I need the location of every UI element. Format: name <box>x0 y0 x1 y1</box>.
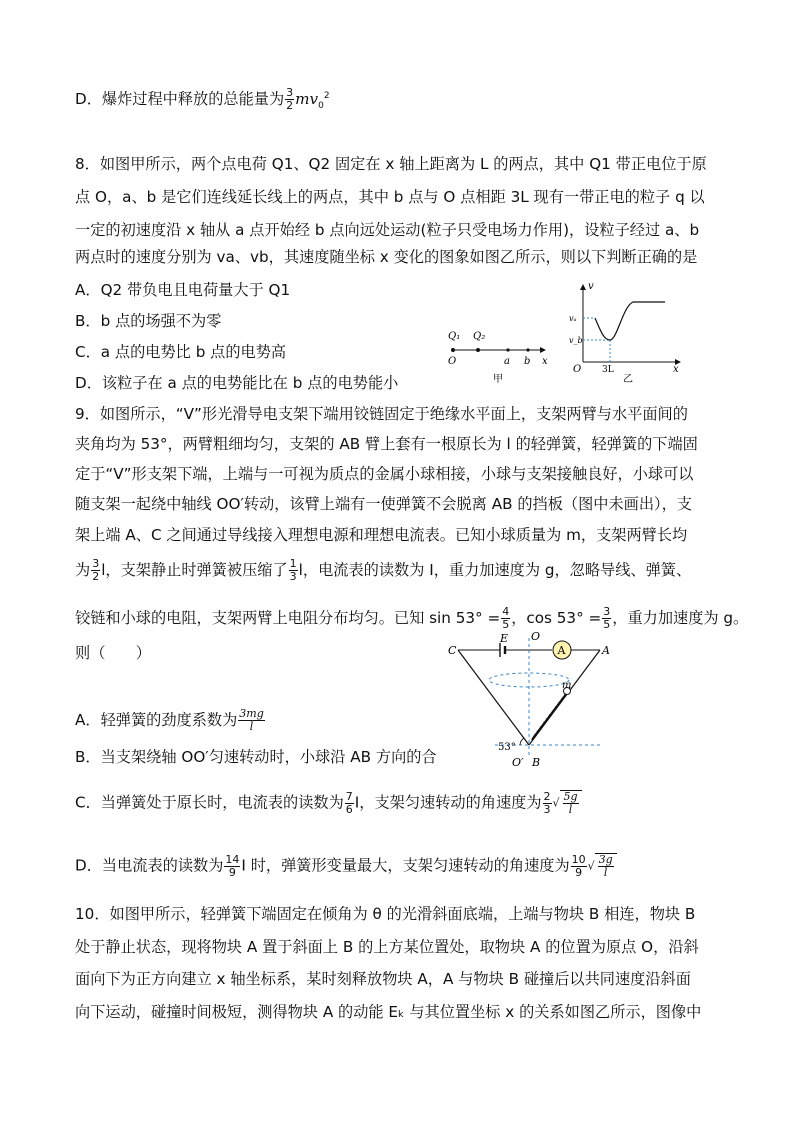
q8-option-c: C．a 点的电势比 b 点的电势高 <box>75 343 287 361</box>
label-b: b <box>524 356 531 367</box>
sqrt: √ $\frac{3g}{l}$ <box>588 853 617 879</box>
fraction: $\frac{3}{2}$ <box>92 557 100 583</box>
angle-arc <box>520 738 524 745</box>
q8-option-b: B．b 点的场强不为零 <box>75 312 222 330</box>
caption-jia: 甲 <box>493 374 503 384</box>
label-origin: O <box>573 364 582 375</box>
figure-jia <box>440 322 560 384</box>
q9-option-c: C．当弹簧处于原长时，电流表的读数为 $\frac{7}{6}$ I，支架匀速转动的角速度为 $\frac{2}{3}$ √ $\frac{5g}{l}$ <box>75 790 582 816</box>
q9-stem-line-6: 为 $\frac{3}{2}$ l，支架静止时弹簧被压缩了 $\frac{1}{3}$ l，电流表的读数为 I，重力加速度为 g，忽略导线、弹簧、 <box>75 557 692 583</box>
q8-stem-line-1: 8．如图甲所示，两个点电荷 Q1、Q2 固定在 x 轴上距离为 L 的两点，其中 Q1 带正电位于原 <box>75 155 707 173</box>
q9-option-b: B．当支架绕轴 OO′匀速转动时，小球沿 AB 方向的合 <box>75 748 437 766</box>
q9-stem-line-2: 夹角均为 53°，两臂粗细均匀，支架的 AB 臂上套有一根原长为 l 的轻弹簧，轻弹簧的下端固 <box>75 435 698 453</box>
label-o-top: O <box>531 630 541 643</box>
q9-stem-line-8: 则（ ） <box>75 644 151 662</box>
fraction: $\frac{3mg}{l}$ <box>239 707 264 733</box>
q10-stem-line-2: 处于静止状态，现将物块 A 置于斜面上 B 的上方某位置处，取物块 A 的位置为原点 O，沿斜 <box>75 938 699 956</box>
label-b: B <box>532 756 541 768</box>
q8-stem-line-3: 一定的初速度沿 x 轴从 a 点开始经 b 点向远处运动(粒子只受电场力作用)，设粒子经过 a、b <box>75 221 700 239</box>
point-a <box>506 348 509 351</box>
fraction: $\frac{3g}{l}$ <box>598 853 613 879</box>
q8-option-d: D．该粒子在 a 点的电势能比在 b 点的电势能小 <box>75 374 399 392</box>
fraction: $\frac{14}{9}$ <box>225 852 240 879</box>
fraction: $\frac{10}{9}$ <box>571 852 586 879</box>
charge-q1 <box>451 348 455 352</box>
label-c: C <box>448 644 457 657</box>
q9-stem-line-3: 定于“V”形支架下端，上端与一可视为质点的金属小球相接，小球与支架接触良好，小球可以 <box>75 465 694 483</box>
label-q2: Q₂ <box>473 331 486 342</box>
label-vb: v_b <box>569 336 583 345</box>
figure-v-bracket <box>440 628 620 768</box>
label-o: O <box>448 356 457 367</box>
v-graph-y-arrow <box>580 284 586 290</box>
label-q1: Q₁ <box>448 331 461 342</box>
fraction: $\frac{2}{3}$ <box>543 789 551 816</box>
label-x: x <box>542 356 548 367</box>
label-a: a <box>504 356 510 367</box>
fraction: $\frac{3}{2}$ <box>286 86 294 113</box>
fraction: $\frac{3}{5}$ <box>603 605 611 631</box>
fraction: $\frac{1}{3}$ <box>289 557 297 583</box>
x-axis-arrow <box>540 347 546 353</box>
q8-stem-line-2: 点 O，a、b 是它们连线延长线上的两点，其中 b 点与 O 点相距 3L 现有一带正电的粒子 q 以 <box>75 188 705 206</box>
q9-option-a: A．轻弹簧的劲度系数为 $\frac{3mg}{l}$ <box>75 707 264 733</box>
charge-q2 <box>476 348 480 352</box>
figure-yi <box>565 280 685 385</box>
q8-stem-line-4: 两点时的速度分别为 va、vb，其速度随坐标 x 变化的图象如图乙所示，则以下判断正确的是 <box>75 248 698 266</box>
label-a: A <box>602 644 610 657</box>
q10-stem-line-3: 面向下为正方向建立 x 轴坐标系，某时刻释放物块 A，A 与物块 B 碰撞后以共同速度沿斜面 <box>75 970 691 988</box>
q9-stem-line-4: 随支架一起绕中轴线 OO′转动，该臂上端有一使弹簧不会脱离 AB 的挡板（图中未画出），支 <box>75 495 692 513</box>
ammeter-label: A <box>557 644 566 657</box>
arm-cb <box>458 650 529 745</box>
label-e: E <box>500 632 509 645</box>
q9-stem-line-7: 铰链和小球的电阻，支架两臂上电阻分布均匀。已知 sin 53° = $\frac{4}{5}$ ，cos 53° = $\frac{3}{5}$ ，重力加速度为 g。 <box>75 605 749 631</box>
label-o-prime: O′ <box>512 756 524 768</box>
spring <box>532 694 566 740</box>
fraction: $\frac{7}{6}$ <box>345 789 353 816</box>
label-m: m <box>562 680 572 691</box>
fraction: $\frac{5g}{l}$ <box>563 790 578 816</box>
q10-stem-line-4: 向下运动，碰撞时间极短，测得物块 A 的动能 Eₖ 与其位置坐标 x 的关系如图乙所示，图像中 <box>75 1003 702 1021</box>
q10-stem-line-1: 10．如图甲所示，轻弹簧下端固定在倾角为 θ 的光滑斜面底端，上端与物块 B 相连，物块 B <box>75 905 696 923</box>
label-x2: x <box>673 364 679 375</box>
q7-option-d: D．爆炸过程中释放的总能量为 $\frac{3}{2}$ $mv_0^2$ <box>75 86 330 113</box>
fraction: $\frac{4}{5}$ <box>502 605 510 631</box>
sqrt: √ $\frac{5g}{l}$ <box>553 790 582 816</box>
q9-stem-line-5: 架上端 A、C 之间通过导线接入理想电源和理想电流表。已知小球质量为 m，支架两臂长均 <box>75 526 688 544</box>
velocity-curve <box>595 302 665 340</box>
label-va: vₐ <box>569 314 577 323</box>
label-v: v <box>588 281 594 292</box>
point-b <box>526 348 529 351</box>
caption-yi: 乙 <box>623 374 633 385</box>
q9-option-d: D．当电流表的读数为 $\frac{14}{9}$ I 时，弹簧形变量最大，支架匀速转动的角速度为 $\frac{10}{9}$ √ $\frac{3g}{l}$ <box>75 853 617 879</box>
label-3l: 3L <box>602 365 614 375</box>
label-angle: 53° <box>498 742 516 753</box>
q8-option-a: A．Q2 带负电且电荷量大于 Q1 <box>75 281 291 299</box>
q9-stem-line-1: 9．如图所示，“V”形光滑导电支架下端用铰链固定于绝缘水平面上，支架两臂与水平面间的 <box>75 405 688 423</box>
